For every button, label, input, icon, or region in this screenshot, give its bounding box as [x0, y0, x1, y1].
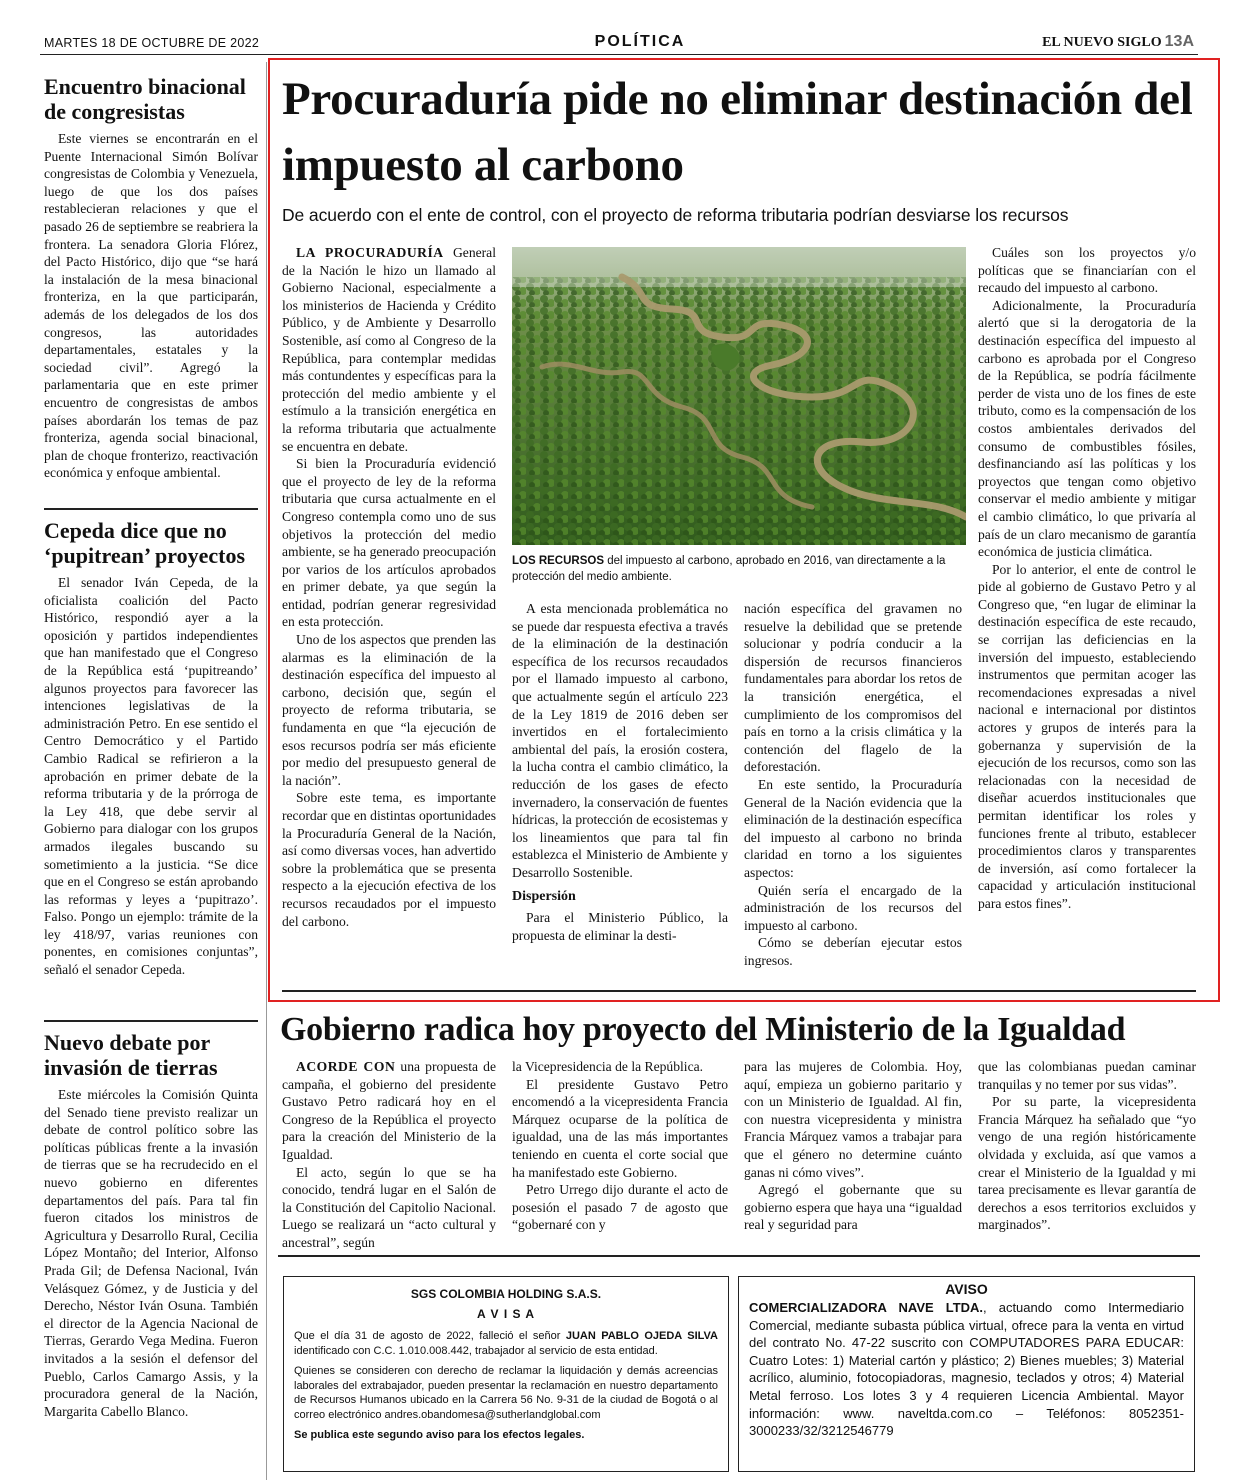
rainforest-river-photo — [512, 247, 966, 545]
ad1-p1-a: Que el día 31 de agosto de 2022, falleció el señor — [294, 1330, 566, 1342]
article2-paragraph: Agregó el gobernante que su gobierno espera que haya una “igualdad real y seguridad para — [744, 1182, 962, 1233]
sidebar-story-3-body: Este miércoles la Comisión Quinta del Senado tiene previsto realizar un debate de control político sobre las políticas públicas frente a la invasión de tierras que se ha recrudecido en el nuevo gobierno en diferentes departamentos del país. Para tal fin fueron citados los ministros de Agricultura y Desarrollo Rural, Cecilia López Montaño; del Interior, Alfonso Prada Gil; de Defensa Nacional, Iván Velásquez Gómez, y de Justicia y del Derecho, Néstor Iván Osuna. También el director de la Agencia Nacional de Tierras, Gerardo Vega Medina. Fueron invitados a la sesión el defensor del Pueblo, Carlos Camargo Assis, y la procuradora general de la Nación, Margarita Cabello Blanco. — [44, 1087, 258, 1419]
article-paragraph: A esta mencionada problemática no se puede dar respuesta efectiva a través de la eliminación de la destinación específica de los recursos recaudados por el llamado impuesto al carbono, que actualmente según el artículo 223 de la Ley 1819 de 2016 deben ser invertidos en el fortalecimiento ambiental del país, la erosión costera, la lucha contra el cambio climático, la reducción de los gases de efecto invernadero, la conservación de fuentes hídricas, la protección de ecosistemas y los lineamientos que para tal fin establezca el Ministerio de Ambiente y Desarrollo Sostenible. — [512, 601, 728, 880]
caption-text: del impuesto al carbono, aprobado en 2016, van directamente a la protección del medio ambiente. — [512, 555, 946, 583]
article2-paragraph: Petro Urrego dijo durante el acto de posesión el pasado 7 de agosto que “gobernaré con y — [512, 1182, 728, 1233]
article2-paragraph: que las colombianas puedan caminar tranquilas y no temer por sus vidas”. — [978, 1059, 1196, 1092]
article-subtitle: De acuerdo con el ente de control, con el proyecto de reforma tributaria podrían desviarse los recursos — [282, 205, 1069, 225]
ad2-company: COMERCIALIZADORA NAVE LTDA. — [749, 1300, 984, 1315]
article2-lead-in: ACORDE CON — [296, 1059, 396, 1074]
article-paragraph: Para el Ministerio Público, la propuesta de eliminar la desti- — [512, 910, 728, 943]
sidebar-story-2-title: Cepeda dice que no ‘pupitrean’ proyectos — [44, 518, 246, 568]
article-column-1 — [282, 244, 496, 930]
article2-column-2 — [512, 1058, 728, 1234]
ad2-title: AVISO — [945, 1281, 988, 1297]
article2-paragraph: El acto, según lo que se ha conocido, tendrá lugar en el Salón de la Constitución del Capitolio Nacional. Luego se realizará un “acto cultural y ancestral”, según — [282, 1164, 496, 1250]
article-subhead: Dispersión — [512, 888, 576, 904]
rainforest-river-image — [512, 247, 966, 545]
article2-paragraph: El presidente Gustavo Petro encomendó a la vicepresidenta Francia Márquez ocuparse de la política de igualdad, una de las más importantes teniendo en cuenta el corte social que ha manifestado este Gobierno. — [512, 1076, 728, 1180]
column-divider — [266, 62, 267, 1480]
article2-column-1 — [282, 1058, 496, 1252]
ad1-paragraph-3: Se publica este segundo aviso para los efectos legales. — [294, 1429, 585, 1441]
section-name: POLÍTICA — [594, 33, 686, 50]
article2-headline: Gobierno radica hoy proyecto del Ministerio de la Igualdad — [280, 1011, 1126, 1048]
article2-column-4 — [978, 1058, 1196, 1234]
article-paragraph: Cuáles son los proyectos y/o políticas que se financiarían con el recaudo del impuesto al carbono. — [978, 245, 1196, 296]
page-number: 13A — [1164, 33, 1194, 50]
ad2-text: , actuando como Intermediario Comercial, mediante subasta pública virtual, ofrece para la venta en virtud del contrato No. 47-22 suscrito con COMPUTADORES PARA EDUCAR: Cuatro Lotes: 1) Material cartón y plástico; 2) Bienes muebles; 3) Material acrílico, aluminio, fotocopiadoras, magnesio, teclados y otros; 4) Material Metal ferroso. Los lotes 3 y 4 requieren Licencia Ambiental. Mayor información: www. naveltda.com.co – Teléfonos: 8052351- 3000233/32/3212546779 — [749, 1300, 1184, 1439]
caption-lead-in: LOS RECURSOS — [512, 555, 605, 567]
sidebar-story-2 — [44, 518, 258, 979]
sidebar-story-2-body: El senador Iván Cepeda, de la oficialista coalición del Pacto Histórico, respondió ayer a la oposición y partidos independientes que han manifestado que el Congreso de la República está ‘pupitreando’ algunos proyectos para favorecer las intenciones legislativas de la administración Petro. En ese sentido el Centro Democrático y el Partido Cambio Radical se refirieron a la aprobación en primer debate de la reforma tributaria y de la prórroga de la Ley 418, que debe servir al Gobierno para dialogar con los grupos armados ilegales buscando su sometimiento a la justicia. “Se dice que en el Congreso se están aprobando las reformas y leyes a ‘pupitrazo’. Falso. Pongo un ejemplo: trámite de la ley 418/97, varias reuniones con ponentes, en comisiones conjuntas”, señaló el senador Cepeda. — [44, 575, 258, 978]
article-headline: Procuraduría pide no eliminar destinación del impuesto al carbono — [282, 73, 1193, 191]
ad2-body — [749, 1299, 1184, 1440]
article-column-3 — [744, 600, 962, 969]
issue-date: MARTES 18 DE OCTUBRE DE 2022 — [44, 36, 260, 50]
photo-caption — [512, 553, 966, 585]
article2-paragraph: una propuesta de campaña, el gobierno del presidente Gustavo Petro radicará hoy en el Congreso de la República el proyecto para la creación del Ministerio de la Igualdad. — [282, 1059, 496, 1162]
ad1-paragraph-2: Quienes se consideren con derecho de reclamar la liquidación y demás acreencias laborales del extrabajador, pueden presentar la reclamación en nuestro departamento de Recursos Humanos ubicado en la Carrera 56 No. 9-31 de la ciudad de Bogotá o al correo electrónico andres.obandomesa@sutherlandglobal.com — [294, 1365, 718, 1421]
newspaper-masthead — [1042, 33, 1194, 51]
ad1-p1-b: identificado con C.C. 1.010.008.442, trabajador al servicio de esta entidad. — [294, 1344, 658, 1357]
newspaper-name: EL NUEVO SIGLO — [1042, 35, 1162, 50]
ad1-company: SGS COLOMBIA HOLDING S.A.S. — [410, 1287, 602, 1301]
auction-notice-ad — [738, 1276, 1195, 1472]
article-column-2 — [512, 600, 728, 944]
article2-paragraph: para las mujeres de Colombia. Hoy, aquí, empieza un gobierno paritario y con un Ministerio de Igualdad. Al fin, con nuestra vicepresidenta y ministra Francia Márquez vamos a trabajar para que el género no determine cuánto ganas ni cómo vives”. — [744, 1059, 962, 1180]
article-paragraph: nación específica del gravamen no resuelve la debilidad que se pretende solucionar y podría conducir a la dispersión de recursos financieros fundamentales para abordar los retos de la transición energética, el cumplimiento de los compromisos del país en torno a la crisis climática y la contención del flagelo de la deforestación. — [744, 601, 962, 775]
article-paragraph: General de la Nación le hizo un llamado al Gobierno Nacional, especialmente a los ministerios de Hacienda y Crédito Público, y de Ambiente y Desarrollo Sostenible, así como al Congreso de la República, para contemplar medidas más contundentes y específicas para la protección del medio ambiente y el estímulo a la transición energética en la reforma tributaria que actualmente se encuentra en debate. — [282, 245, 496, 454]
sidebar-story-3-title: Nuevo debate por invasión de tierras — [44, 1030, 218, 1080]
ad1-paragraph-1 — [294, 1329, 718, 1358]
article-bottom-rule — [282, 990, 1196, 992]
sidebar-story-1-body: Este viernes se encontrarán en el Puente Internacional Simón Bolívar congresistas de Colombia y Venezuela, luego de que los dos países restablecieran relaciones y que el pasado 26 de septiembre se reabriera la frontera. La senadora Gloria Flórez, del Pacto Histórico, dijo que “se hará la instalación de la mesa binacional fronteriza, en la que participarán, además de los delegados de los dos congresos, las autoridades departamentales, estatales y la sociedad civil”. Agregó la parlamentaria que en este primer encuentro de congresistas de ambos países abordarán los temas de paz fronteriza, agenda social binacional, plan de choque fronterizo, reactivación económica y enfoque ambiental. — [44, 131, 258, 481]
header-rule — [40, 54, 1198, 55]
article2-paragraph: Por su parte, la vicepresidenta Francia Márquez ha señalado que “yo vengo de una región históricamente olvidada y excluida, así que vamos a crear el Ministerio de la Igualdad y mi tarea precisamente es llevar garantía de derechos a esos territorios excluidos y marginados”. — [978, 1094, 1196, 1233]
article-paragraph: Adicionalmente, la Procuraduría alertó que si la derogatoria de la destinación específica del impuesto al carbono es aprobada por el Congreso de la República, se podría fácilmente perder de vista uno de los fines de este tributo, como es la compensación de los costos ambientales derivados del consumo de combustibles fósiles, desfinanciando así las políticas y los proyectos que tengan como objetivo conservar el medio ambiente y mitigar el cambio climático, lo que privaría al país de un claro mecanismo de garantía económica de justicia climática. — [978, 297, 1196, 560]
sidebar-story-1-title: Encuentro binacional de congresistas — [44, 74, 246, 124]
legal-notice-ad — [283, 1276, 729, 1472]
ads-top-rule — [278, 1255, 1200, 1257]
article-lead-in: LA PROCURADURÍA — [296, 245, 444, 260]
sidebar-divider — [44, 508, 258, 510]
article-paragraph: Quién sería el encargado de la administración de los recursos del impuesto al carbono. — [744, 882, 962, 933]
ad1-deceased-name: JUAN PABLO OJEDA SILVA — [565, 1330, 718, 1342]
sidebar-divider — [44, 1020, 258, 1022]
article2-paragraph: la Vicepresidencia de la República. — [512, 1059, 704, 1074]
article-column-4 — [978, 244, 1196, 913]
article-paragraph: Si bien la Procuraduría evidenció que el proyecto de ley de la reforma tributaria que cursa actualmente en el Congreso contempla como uno de sus objetivos la protección del medio ambiente, se ha generado preocupación por varios de los artículos aprobados en primer debate, ya que según la entidad, podrían generar regresividad en esta protección. — [282, 456, 497, 630]
article-paragraph: Sobre este tema, es importante recordar que en distintas oportunidades la Procuraduría General de la Nación, así como diversas voces, han advertido sobre la problemática que se presenta respecto a la ejecución efectiva de los recursos recaudados por el impuesto del carbono. — [282, 790, 496, 929]
article-paragraph: Uno de los aspectos que prenden las alarmas es la eliminación de la destinación específica del impuesto al carbono, decisión que, según el proyecto de reforma tributaria, se fundamenta en que “la ejecución de esos recursos podría ser más eficiente por medio del presupuesto general de la nación”. — [282, 632, 496, 788]
article-paragraph: En este sentido, la Procuraduría General de la Nación evidencia que la eliminación de la destinación específica del impuesto al carbono no brinda claridad en torno a los siguientes aspectos: — [744, 776, 962, 880]
sidebar-story-3 — [44, 1030, 258, 1420]
sidebar-story-1 — [44, 74, 258, 482]
article2-column-3 — [744, 1058, 962, 1234]
article-paragraph: Cómo se deberían ejecutar estos ingresos. — [744, 935, 962, 968]
ad1-avisa: A V I S A — [476, 1307, 536, 1321]
article-paragraph: Por lo anterior, el ente de control le pide al gobierno de Gustavo Petro y al Congreso que, “en lugar de eliminar la destinación específica de este recaudo, se corrijan las deficiencias en la inversión del impuesto, estableciendo instrumentos que permitan acoger las recomendaciones expresadas a nivel nacional e internacional por distintos actores y grupos de interés para la gobernanza y supervisión de la ejecución de los recursos, como son las relacionadas con la necesidad de diseñar acuerdos institucionales que permitan identificar los roles y funciones frente al tributo, establecer procedimientos claros y transparentes de inversión, así como fortalecer la capacidad y articulación institucional para estos fines”. — [978, 561, 1196, 911]
